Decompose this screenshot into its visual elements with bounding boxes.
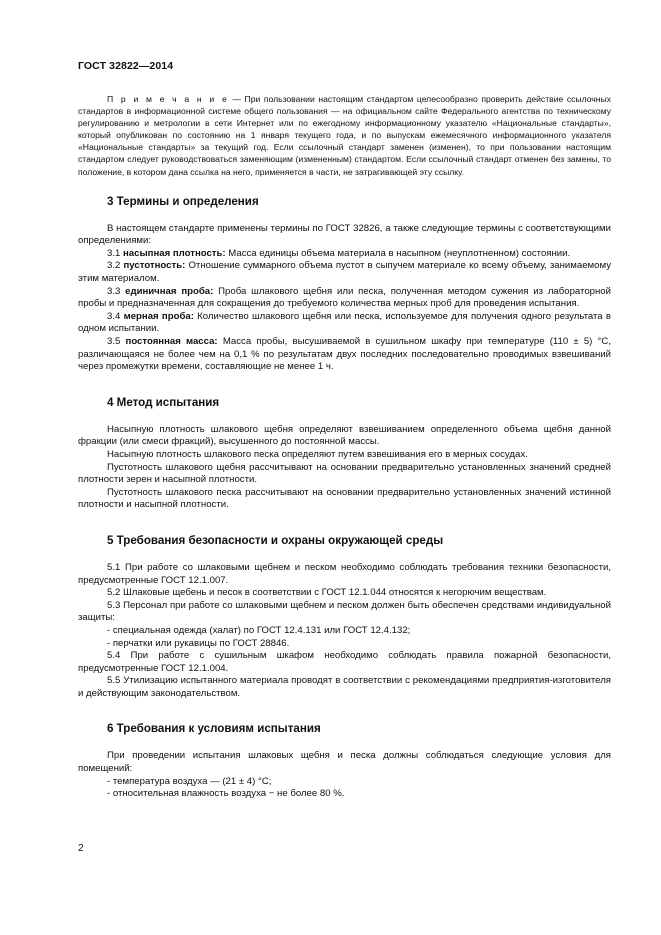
section-4-title: 4 Метод испытания (107, 395, 220, 409)
section-3-title: 3 Термины и определения (107, 194, 259, 208)
term-3-2: 3.2 пустотность: Отношение суммарного объема пустот в сыпучем материале ко всему объему, занимаемому этим материалом. (78, 260, 611, 285)
section-6-title: 6 Требования к условиям испытания (107, 722, 321, 736)
section-5-title: 5 Требования безопасности и охраны окружающей среды (107, 533, 444, 547)
section-5-list-item: - перчатки или рукавицы по ГОСТ 28846. (107, 637, 290, 649)
section-4-paragraph: Насыпную плотность шлакового щебня определяют взвешиванием определенного объема щебня данной фракции (или смеси фракций), высушенного до постоянной массы. (78, 423, 611, 448)
section-4 (78, 396, 611, 512)
term-name: единичная проба: (125, 285, 214, 297)
page-body (78, 93, 611, 801)
page-number: 2 (78, 843, 84, 854)
term-3-5: 3.5 постоянная масса: Масса пробы, высушиваемой в сушильном шкафу при температуре (110 ± 5) °С, различающаяся не более чем на 0,1 % по результатам двух последних последовательно проводимых взвешиваний через промежутки времени, составляющие не менее 1 ч. (78, 336, 611, 373)
section-6-paragraph: При проведении испытания шлаковых щебня и песка должны соблюдаться следующие условия для помещений: (78, 750, 611, 775)
section-3 (78, 195, 611, 374)
section-6-list-item: - температура воздуха — (21 ± 4) °С; (107, 775, 272, 787)
term-3-1: 3.1 насыпная плотность: Масса единицы объема материала в насыпном (неуплотненном) состоянии. (107, 247, 571, 259)
section-3-intro: В настоящем стандарте применены термины по ГОСТ 32826, а также следующие термины с соответствующими определениями: (78, 222, 611, 247)
section-5-list-item: - специальная одежда (халат) по ГОСТ 12.4.131 или ГОСТ 12.4.132; (107, 624, 411, 636)
note-label: П р и м е ч а н и е (107, 94, 229, 104)
section-5-paragraph: 5.5 Утилизацию испытанного материала проводят в соответствии с рекомендациями предприятия-изготовителя и действующим законодательством. (78, 675, 611, 699)
section-5 (78, 534, 611, 701)
section-5-paragraph: 5.4 При работе с сушильным шкафом необходимо соблюдать правила пожарной безопасности, предусмотренные ГОСТ 12.1.004. (78, 650, 611, 674)
section-5-paragraph: 5.1 При работе со шлаковыми щебнем и песком необходимо соблюдать требования техники безопасности, предусмотренные ГОСТ 12.1.007. (78, 561, 611, 586)
term-3-4: 3.4 мерная проба: Количество шлакового щебня или песка, используемое для получения одного результата в одном испытании. (78, 310, 611, 335)
term-name: мерная проба: (123, 310, 194, 322)
section-6 (78, 722, 611, 800)
section-5-paragraph: 5.2 Шлаковые щебень и песок в соответствии с ГОСТ 12.1.044 относятся к негорючим веществам. (107, 587, 547, 599)
term-name: насыпная плотность: (123, 247, 226, 259)
section-5-paragraph: 5.3 Персонал при работе со шлаковыми щебнем и песком должен быть обеспечен средствами индивидуальной защиты: (78, 599, 611, 624)
note-text: — При пользовании настоящим стандартом целесообразно проверить действие ссылочных стандартов в информационной системе общего пользования — на официальном сайте Федерального агентства по техническому регулированию и метрологии в сети Интернет или по ежегодному информационному указателю «Национальные стандарты», который опубликован по состоянию на 1 января текущего года, и по выпускам ежемесячного информационного указателя «Национальные стандарты» за текущий год. Если ссылочный стандарт заменен (изменен), то при пользовании настоящим стандартом следует руководствоваться заменяющим (измененным) стандартом. Если ссылочный стандарт отменен без замены, то положение, в котором дана ссылка на него, применяется в части, не затрагивающей эту ссылку. (78, 94, 612, 177)
section-4-paragraph: Пустотность шлакового песка рассчитывают на основании предварительно установленных значений истинной плотности и насыпной плотности. (78, 486, 611, 511)
document-code-header: ГОСТ 32822—2014 (78, 60, 174, 72)
section-4-paragraph: Насыпную плотность шлакового песка определяют путем взвешивания его в мерных сосудах. (107, 448, 528, 460)
term-3-3: 3.3 единичная проба: Проба шлакового щебня или песка, полученная методом сужения из лабораторной пробы и предназначенная для сокращения до требуемого количества мерных проб для проведения испытания. (78, 285, 611, 310)
note-paragraph (78, 93, 611, 178)
term-name: пустотность: (123, 260, 186, 272)
term-name: постоянная масса: (125, 336, 218, 347)
section-6-list-item: - относительная влажность воздуха − не более 80 %. (107, 788, 345, 800)
section-4-paragraph: Пустотность шлакового щебня рассчитывают на основании предварительно установленных значений средней плотности зерен и насыпной плотности. (78, 461, 611, 486)
